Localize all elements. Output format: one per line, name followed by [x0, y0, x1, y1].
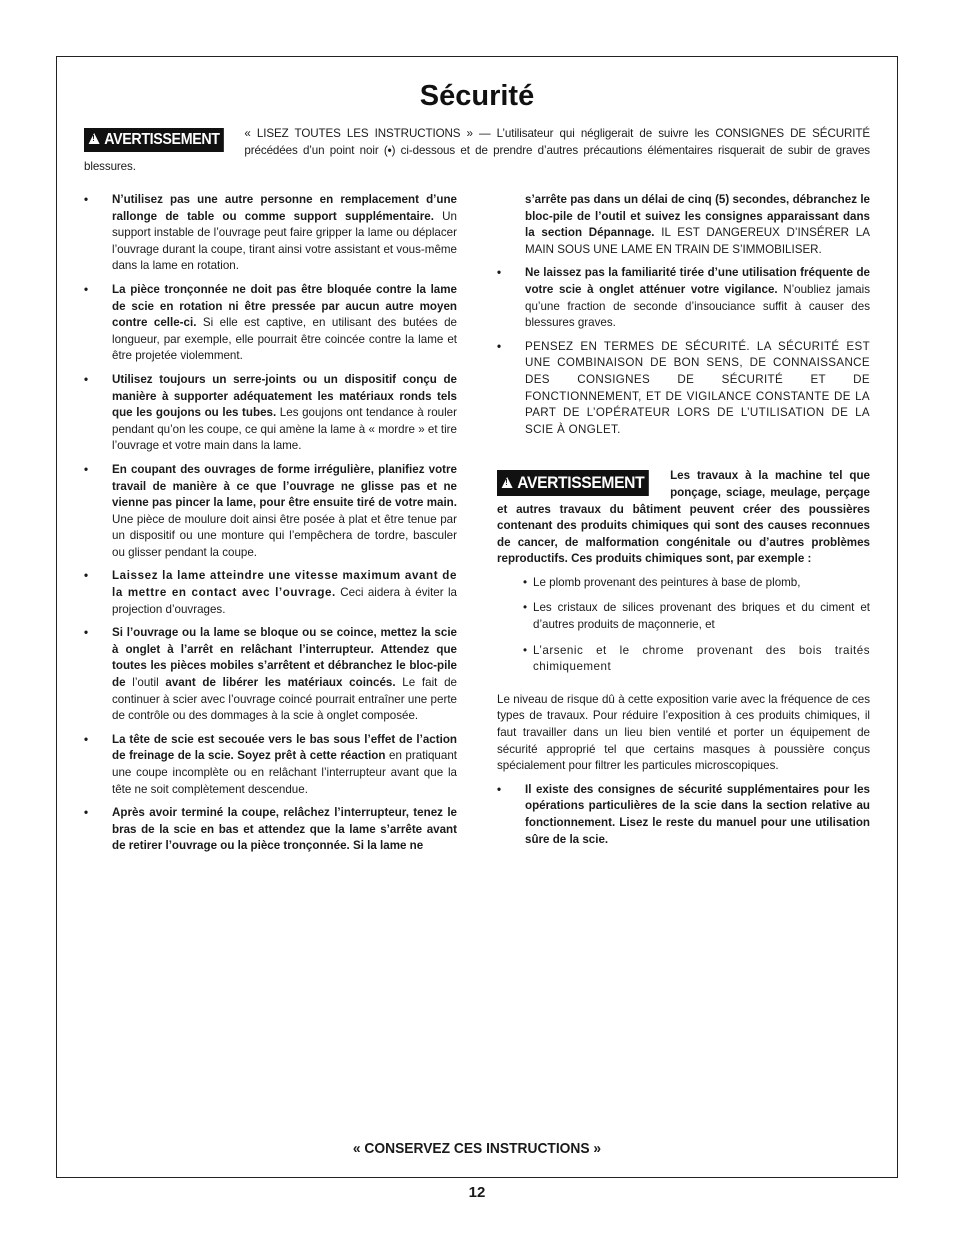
intro-text-1: « LISEZ TOUTES LES INSTRUCTIONS » — L’utilisateur qui négligerait de suivre les CONSIGNES DE SÉCURITÉ précédées d’un point noir ( — [244, 127, 870, 157]
item-text: en pratiquant une coupe incomplète ou en relâchant l’interrupteur avant que la tête ne soit complètement descendue. — [112, 749, 458, 796]
bullet-icon: • — [523, 601, 528, 615]
chemical-warning — [497, 468, 870, 568]
exposure-paragraph: Le niveau de risque dû à cette exposition varie avec la fréquence de ces types de travaux. Pour réduire l’exposition à ces produits chimiques, il faut travailler dans un lieu bien ventilé et porter un équipement de sécurité approprié tel que certains masques à poussière conçus spécialement pour filtrer les particules microscopiques. — [497, 692, 870, 773]
item-bold: Après avoir terminé la coupe, relâchez l’interrupteur, tenez le bras de la scie en bas et attendez que la lame s’arrête avant de retirer l’ouvrage ou la pièce tronçonnée. Si la lame ne — [112, 806, 457, 853]
chemical-item — [497, 643, 870, 676]
chemical-item-text: Les cristaux de silices provenant des briques et du ciment et d’autres produits de maçonnerie, et — [533, 601, 870, 632]
bullet-icon: • — [84, 569, 89, 583]
bullet-icon: • — [84, 806, 89, 820]
safety-item-continuation — [497, 192, 870, 258]
warning-badge — [497, 470, 649, 496]
item-text: l’outil — [125, 676, 166, 690]
item-text: Si elle est captive, en utilisant des butées de longueur, par exemple, elle pourrait être coincée contre la lame et être projetée violemment. — [112, 316, 457, 363]
safety-item — [84, 462, 457, 562]
safety-item — [84, 805, 457, 855]
item-bold: Utilisez toujours un serre-joints ou un dispositif conçu de manière à supporter adéquatement les matériaux ronds tels que les goujons ou les tubes. — [112, 372, 457, 420]
bullet-icon: • — [84, 372, 89, 386]
item-bold: avant de libérer les matériaux coincés. — [165, 676, 396, 690]
bullet-icon: • — [523, 575, 528, 589]
warning-badge — [84, 128, 224, 152]
page-number: 12 — [468, 1184, 486, 1201]
item-bold: s’arrête pas dans un délai de cinq (5) secondes, débranchez le bloc-pile de l’outil et suivez les consignes apparaissant dans la section Dépannage. — [525, 193, 870, 240]
item-bold: En coupant des ouvrages de forme irrégulière, planifiez votre travail de manière à ce que l’ouvrage ne glisse pas et ne vienne pas pincer la lame, pour être ensuite tiré de votre main. — [112, 462, 457, 510]
warning-label: AVERTISSEMENT — [104, 131, 220, 148]
item-text: N’oubliez jamais qu’une fraction de seconde d’insouciance suffit à causer des blessures graves. — [525, 282, 870, 330]
right-column — [497, 192, 870, 855]
safety-item — [84, 282, 457, 365]
warning-icon — [502, 477, 513, 488]
bullet-icon: • — [497, 782, 502, 796]
safety-item — [497, 339, 870, 439]
bullet-icon: • — [84, 462, 89, 476]
safety-item — [497, 782, 870, 848]
item-text: Ceci aidera à éviter la projection d’ouvrages. — [112, 586, 457, 616]
item-text: PENSEZ EN TERMES DE SÉCURITÉ. LA SÉCURITÉ EST UNE COMBINAISON DE BON SENS, DE CONNAISSANCE DES CONSIGNES DE SÉCURITÉ ET DE FONCTIONNEMENT, ET DE VIGILANCE CONSTANTE DE LA PART DE L’OPÉRATEUR LORS DE L’UTILISATION DE LA SCIE À ONGLET. — [525, 339, 870, 436]
item-text: Le fait de continuer à scier avec l’ouvrage coincé pourrait entraîner une perte de contrôle ou des dommages à la scie à onglet composée. — [112, 676, 458, 723]
bullet-icon: • — [84, 193, 89, 206]
bullet-icon: • — [523, 643, 528, 657]
item-text: IL EST DANGEREUX D’INSÉRER LA MAIN SOUS UNE LAME EN TRAIN DE S’IMMOBILISER. — [525, 226, 870, 256]
intro-text-2: ) ci-dessous et de prendre d’autres précautions élémentaires risquerait de subir de graves blessures. — [84, 143, 870, 174]
safety-item — [497, 265, 870, 331]
page-title: Sécurité — [419, 80, 535, 112]
bullet-icon: • — [84, 626, 89, 640]
intro-warning — [84, 126, 870, 176]
bullet-icon: • — [497, 266, 502, 280]
chemical-item — [497, 575, 870, 592]
safety-item — [84, 625, 457, 725]
item-bold: Laissez la lame atteindre une vitesse maximum avant de la mettre en contact avec l’ouvrage. — [112, 569, 457, 600]
item-text: Une pièce de moulure doit ainsi être posée à plat et être tenue par un dispositif ou une monture qui l’empêchera de tordre, basculer ou glisser pendant la coupe. — [112, 512, 457, 559]
safety-item — [84, 372, 457, 455]
item-bold: La pièce tronçonnée ne doit pas être bloquée contre la lame de scie en rotation ni être pressée par aucun autre moyen contre celle-ci. — [112, 282, 457, 330]
save-instructions-footer: « CONSERVEZ CES INSTRUCTIONS » — [352, 1140, 602, 1157]
warning-icon — [89, 133, 100, 144]
bullet-icon: • — [84, 282, 89, 296]
warning-label: AVERTISSEMENT — [517, 473, 645, 493]
left-column — [84, 192, 457, 862]
bullet-icon: • — [84, 732, 89, 746]
item-bold: Ne laissez pas la familiarité tirée d’une utilisation fréquente de votre scie à onglet atténuer votre vigilance. — [525, 266, 870, 296]
safety-item — [84, 732, 457, 798]
safety-item — [84, 568, 457, 618]
warning-text: Les travaux à la machine tel que ponçage, sciage, meulage, perçage et autres travaux du bâtiment peuvent créer des poussières contenant des produits chimiques qui sont des causes reconnues de cancer, de malformation congénitale ou d’autres problèmes reproductifs. Ces produits chimiques sont, par exemple : — [497, 469, 870, 566]
item-bold: Il existe des consignes de sécurité supplémentaires pour les opérations particulières de la scie dans la section relative au fonctionnement. Lisez le reste du manuel pour une utilisation sûre de la scie. — [525, 782, 870, 846]
item-bold: N’utilisez pas une autre personne en remplacement d’une rallonge de table ou comme support supplémentaire. — [112, 193, 457, 223]
chemical-item-text: L’arsenic et le chrome provenant des bois traités chimiquement — [533, 643, 870, 674]
bullet-icon: • — [497, 339, 502, 353]
intro-bullet-symbol: • — [387, 143, 392, 157]
chemical-item-text: Le plomb provenant des peintures à base de plomb, — [533, 575, 801, 589]
item-text: Un support instable de l’ouvrage peut faire gripper la lame ou déplacer l’ouvrage durant la coupe, tirant ainsi votre assistant et vous-même dans la lame en rotation. — [112, 209, 457, 273]
safety-item — [84, 192, 457, 275]
item-text: Les goujons ont tendance à rouler pendant qu’on les coupe, ce qui amène la lame à « mordre » et tire l’ouvrage et votre main dans la lame. — [112, 406, 457, 453]
item-bold: La tête de scie est secouée vers le bas sous l’effet de l’action de freinage de la scie. Soyez prêt à cette réaction — [112, 732, 457, 763]
chemical-item — [497, 600, 870, 633]
item-bold: Si l’ouvrage ou la lame se bloque ou se coince, mettez la scie à onglet à l’arrêt en relâchant l’interrupteur. Attendez que toutes les pièces mobiles s’arrêtent et débranchez le bloc-pile de — [112, 626, 457, 690]
